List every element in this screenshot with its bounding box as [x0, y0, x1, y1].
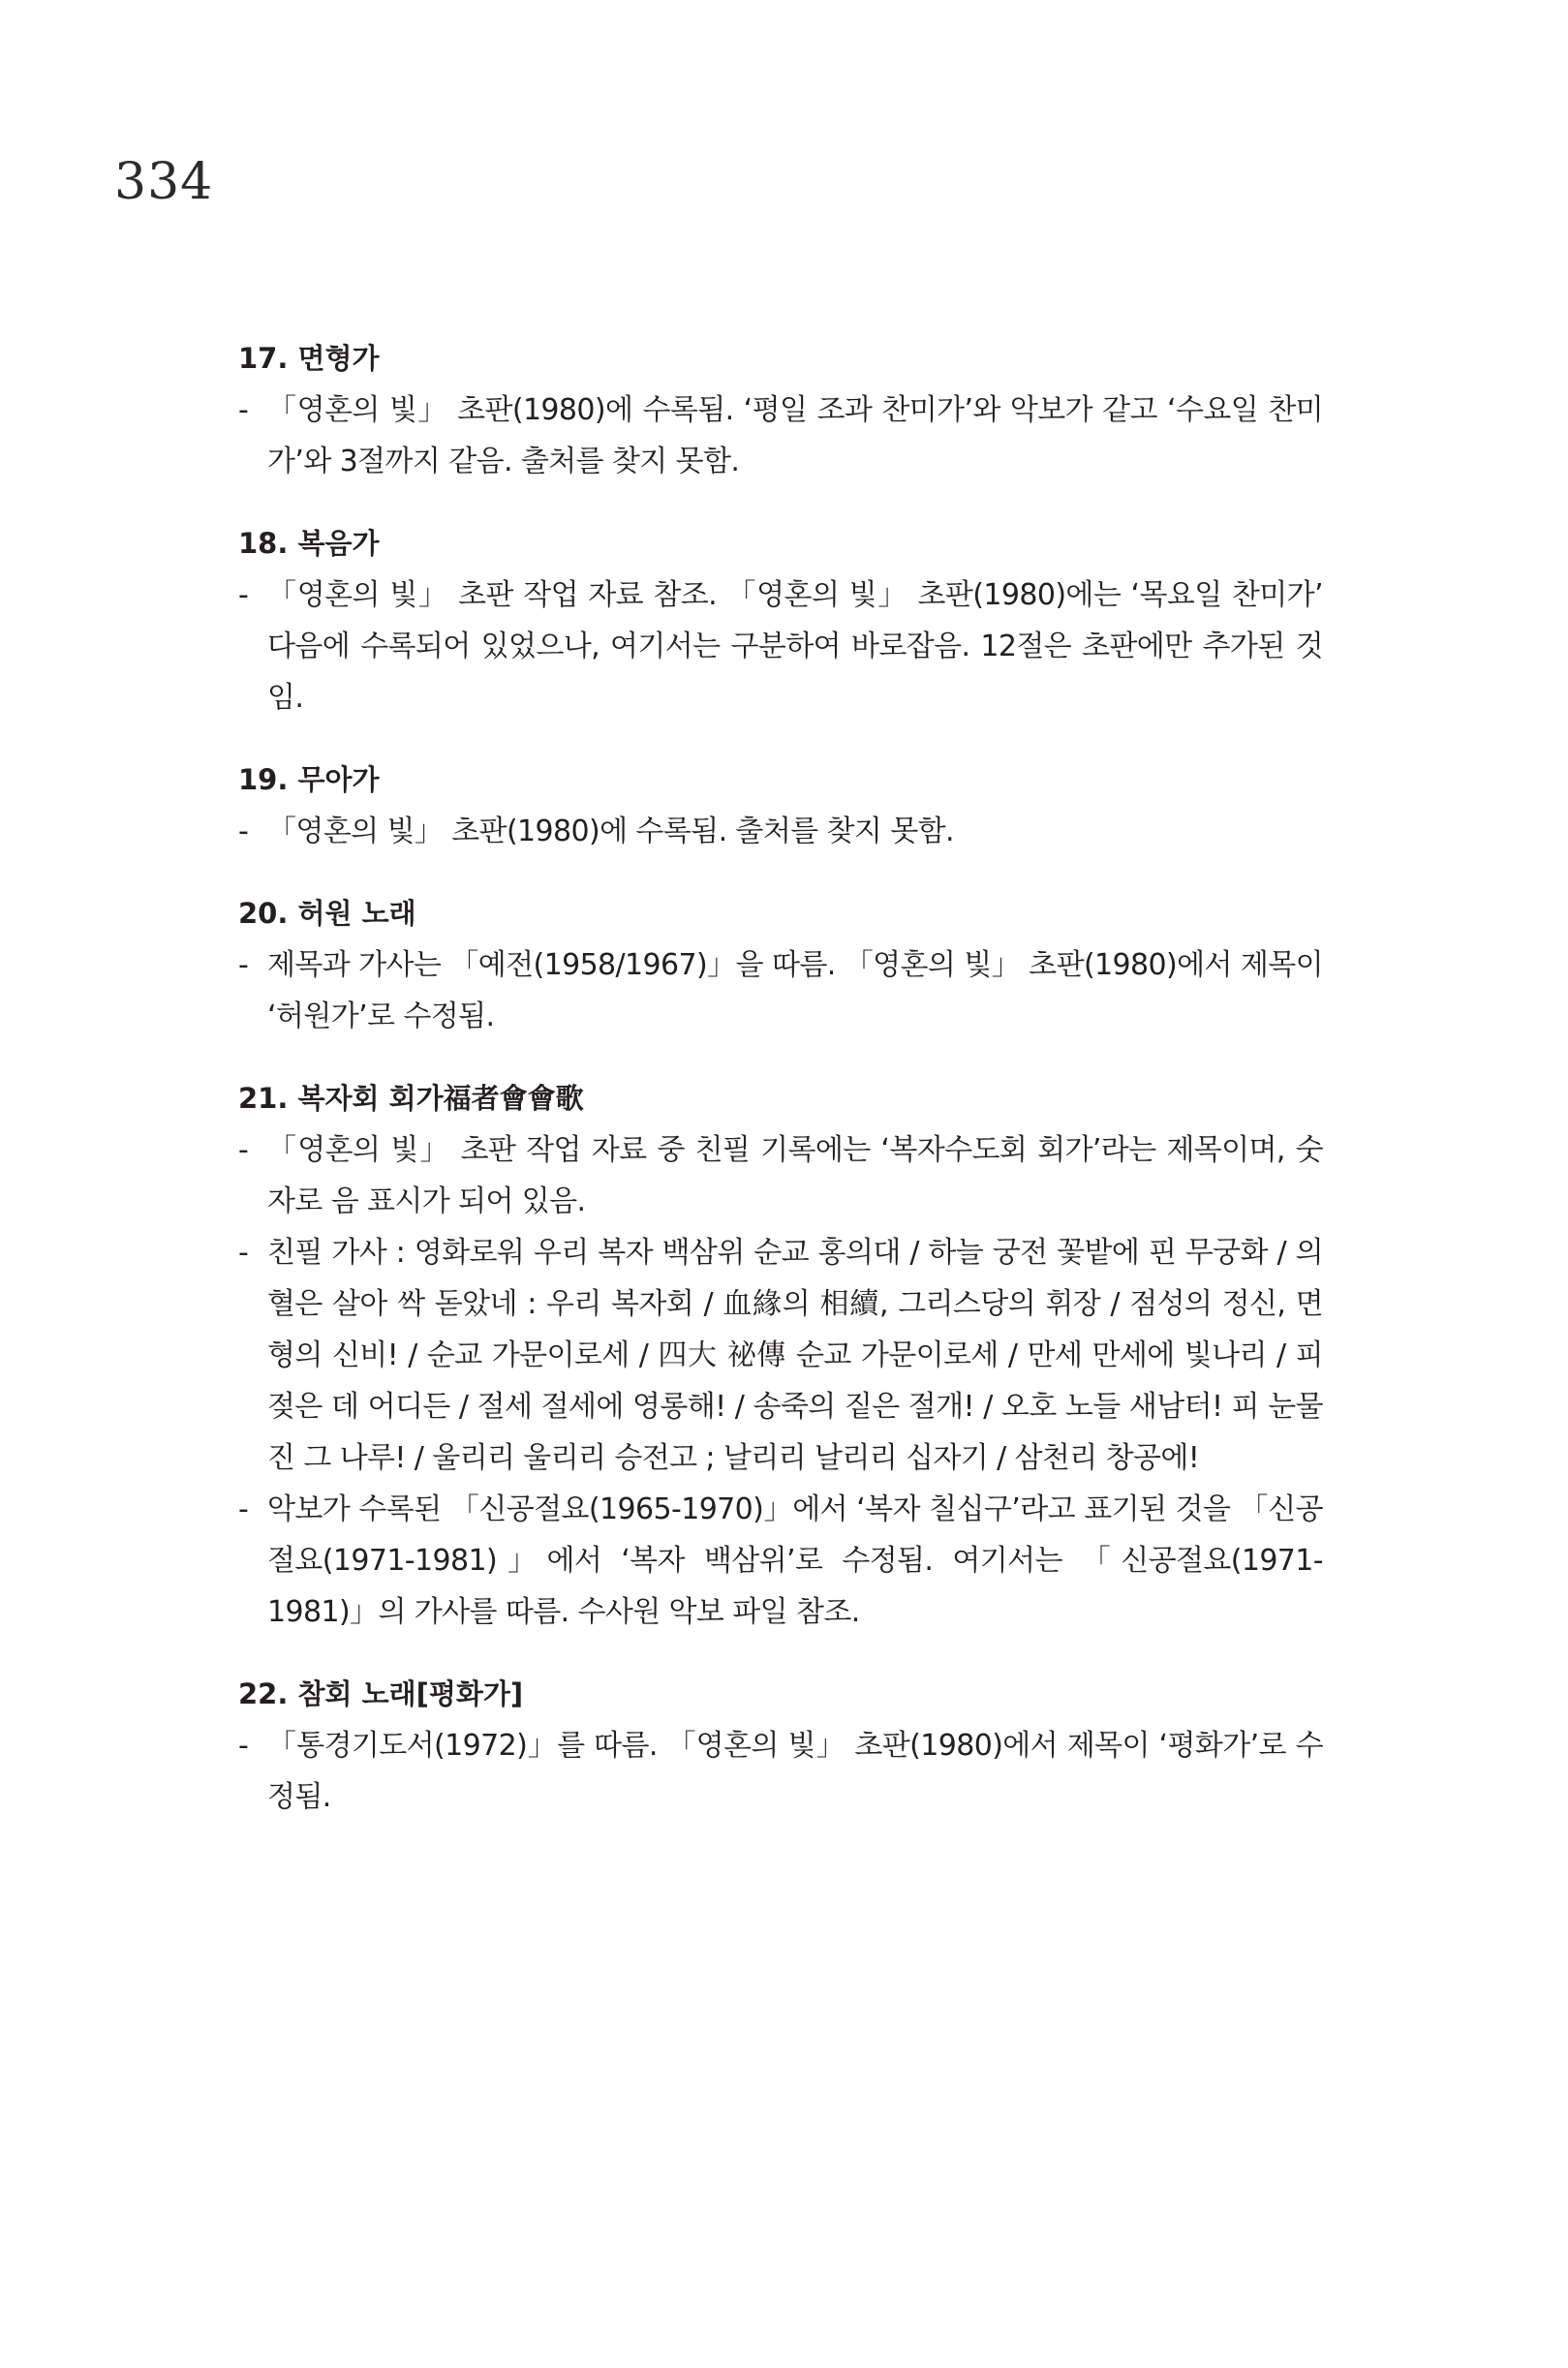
- bullet-dash: -: [238, 1236, 249, 1270]
- note-text: 「통경기도서(1972)」를 따름. 「영혼의 빛」 초판(1980)에서 제목이 ‘평화가’로 수정됨.: [267, 1729, 1323, 1814]
- section-heading: 22. 참회 노래[평화가]: [238, 1677, 524, 1710]
- bullet-dash: -: [238, 815, 249, 848]
- endnotes-content: [238, 332, 1323, 1853]
- note-text: 친필 가사 : 영화로워 우리 복자 백삼위 순교 홍의대 / 하늘 궁전 꽃밭에 핀 무궁화 / 의혈은 살아 싹 돋았네 : 우리 복자회 / 血緣의 相續, 그리스당의 휘장 / 점성의 정신, 면형의 신비! / 순교 가문이로세 / 四大 祕傳 순교 가문이로세 / 만세 만세에 빛나리 / 피 젖은 데 어디든 / 절세 절세에 영롱해! / 송죽의 짙은 절개! / 오호 노들 새남터! 피 눈물진 그 나루! / 울리리 울리리 승전고 ; 날리리 날리리 십자기 / 삼천리 창공에!: [267, 1236, 1323, 1475]
- note-item: [238, 1124, 1323, 1227]
- note-item: [238, 569, 1323, 723]
- note-section-19: [238, 753, 1323, 857]
- note-text: 「영혼의 빛」 초판(1980)에 수록됨. 출처를 찾지 못함.: [267, 815, 954, 848]
- bullet-dash: -: [238, 578, 249, 612]
- section-heading: 21. 복자회 회가福者會會歌: [238, 1082, 584, 1115]
- bullet-dash: -: [238, 1133, 249, 1167]
- note-text: 「영혼의 빛」 초판 작업 자료 참조. 「영혼의 빛」 초판(1980)에는 ‘목요일 찬미가’ 다음에 수록되어 있었으나, 여기서는 구분하여 바로잡음. 12절은 초판에만 추가된 것임.: [267, 578, 1323, 715]
- note-section-20: [238, 887, 1323, 1042]
- note-item: [238, 384, 1323, 487]
- section-heading: 17. 면형가: [238, 342, 380, 375]
- note-item: [238, 939, 1323, 1042]
- section-heading: 19. 무아가: [238, 763, 380, 796]
- note-text: 「영혼의 빛」 초판(1980)에 수록됨. ‘평일 조과 찬미가’와 악보가 같고 ‘수요일 찬미가’와 3절까지 같음. 출처를 찾지 못함.: [267, 393, 1323, 478]
- note-text: 「영혼의 빛」 초판 작업 자료 중 친필 기록에는 ‘복자수도회 회가’라는 제목이며, 숫자로 음 표시가 되어 있음.: [267, 1133, 1323, 1218]
- note-item: [238, 1227, 1323, 1484]
- section-heading: 18. 복음가: [238, 527, 380, 560]
- bullet-dash: -: [238, 1492, 249, 1526]
- note-item: [238, 806, 1323, 857]
- bullet-dash: -: [238, 1729, 249, 1763]
- note-text: 악보가 수록된 「신공절요(1965-1970)」에서 ‘복자 칠십구’라고 표기된 것을 「신공절요(1971-1981)」에서 ‘복자 백삼위’로 수정됨. 여기서는 「신공절요(1971-1981)」의 가사를 따름. 수사원 악보 파일 참조.: [267, 1492, 1323, 1629]
- note-section-21: [238, 1072, 1323, 1638]
- note-item: [238, 1720, 1323, 1823]
- note-section-18: [238, 517, 1323, 723]
- note-text: 제목과 가사는 「예전(1958/1967)」을 따름. 「영혼의 빛」 초판(1980)에서 제목이 ‘허원가’로 수정됨.: [267, 948, 1323, 1033]
- page-number: 334: [114, 153, 214, 211]
- bullet-dash: -: [238, 948, 249, 982]
- bullet-dash: -: [238, 393, 249, 427]
- note-item: [238, 1484, 1323, 1638]
- section-heading: 20. 허원 노래: [238, 897, 416, 930]
- note-section-17: [238, 332, 1323, 487]
- note-section-22: [238, 1668, 1323, 1823]
